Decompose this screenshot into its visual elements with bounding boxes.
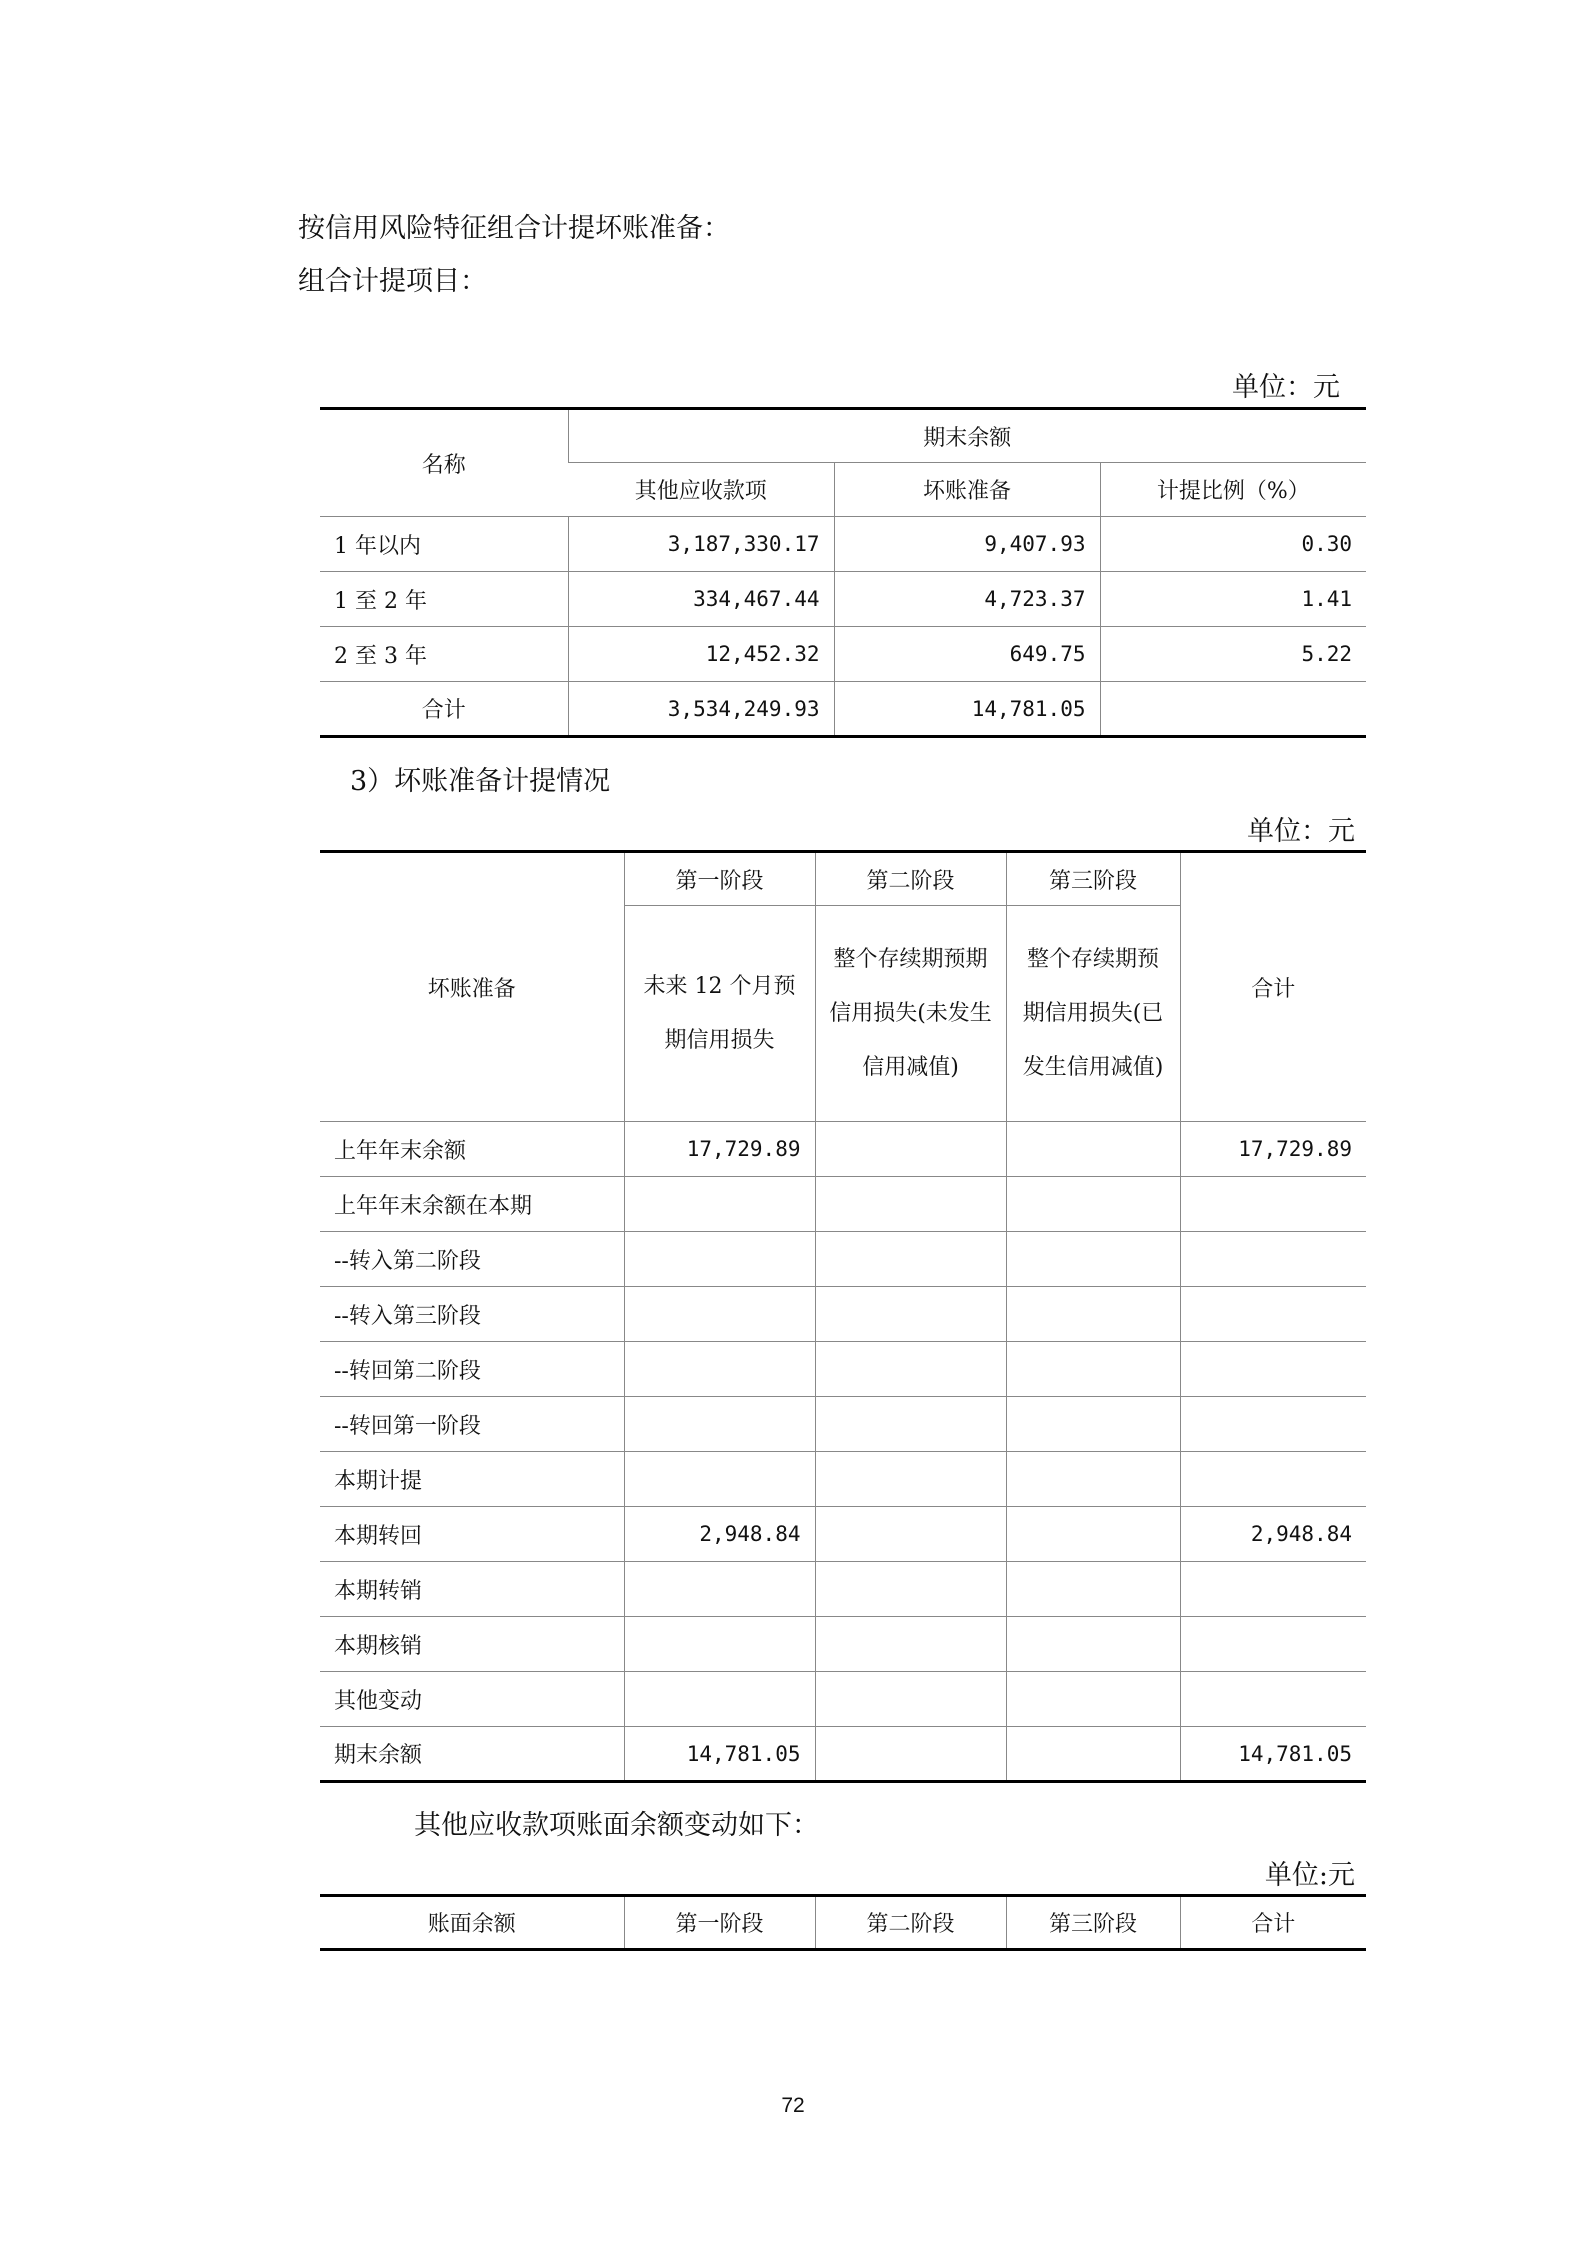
cell-value	[1180, 1397, 1366, 1452]
header-bad-debt-provision: 坏账准备	[834, 463, 1100, 517]
cell-value: 17,729.89	[624, 1122, 815, 1177]
cell-value	[624, 1617, 815, 1672]
unit-label: 单位：元	[1232, 372, 1340, 403]
header-carrying-balance: 账面余额	[427, 1912, 516, 1937]
cell-value	[1006, 1727, 1180, 1782]
header-stage-3: 第三阶段	[1006, 1896, 1180, 1950]
table-row	[320, 1342, 1366, 1397]
cell-value	[815, 1562, 1006, 1617]
cell-value	[1180, 1617, 1366, 1672]
header-stage-1: 第一阶段	[624, 852, 815, 906]
cell-value	[624, 1287, 815, 1342]
table-row-total	[320, 682, 1366, 737]
cell-value: 2,948.84	[1180, 1507, 1366, 1562]
row-label: 其他变动	[320, 1672, 624, 1727]
cell-value	[624, 1672, 815, 1727]
cell-value	[1100, 682, 1366, 737]
cell-value	[624, 1452, 815, 1507]
cell-value	[1180, 1177, 1366, 1232]
cell-value	[1006, 1562, 1180, 1617]
unit-label: 单位：元	[1247, 816, 1355, 847]
cell-value	[1006, 1617, 1180, 1672]
row-label: 上年年末余额在本期	[320, 1177, 624, 1232]
table-row	[320, 627, 1366, 682]
cell-value	[815, 1727, 1006, 1782]
table-row	[320, 1617, 1366, 1672]
row-label: --转入第二阶段	[320, 1232, 624, 1287]
header-stage-2-desc: 整个存续期预期信用损失(未发生信用减值)	[815, 906, 1006, 1122]
cell-value	[815, 1507, 1006, 1562]
table-row	[320, 1507, 1366, 1562]
carrying-balance-table	[320, 1894, 1366, 1951]
cell-value	[1006, 1287, 1180, 1342]
subsection-heading: 组合计提项目：	[298, 266, 487, 297]
row-label: 上年年末余额	[320, 1122, 624, 1177]
header-stage-3-desc: 整个存续期预期信用损失(已发生信用减值)	[1006, 906, 1180, 1122]
header-stage-1: 第一阶段	[624, 1896, 815, 1950]
cell-value: 1.41	[1100, 572, 1366, 627]
cell-value	[1006, 1397, 1180, 1452]
table-row-total	[320, 1727, 1366, 1782]
cell-value	[1006, 1507, 1180, 1562]
cell-value	[815, 1287, 1006, 1342]
row-label: 合计	[421, 698, 466, 723]
table-row	[320, 1452, 1366, 1507]
section-heading: 3）坏账准备计提情况	[350, 766, 611, 797]
table-row	[320, 1232, 1366, 1287]
table-row	[320, 1287, 1366, 1342]
cell-value	[1180, 1452, 1366, 1507]
cell-value	[1006, 1672, 1180, 1727]
table-row	[320, 1672, 1366, 1727]
row-label: --转入第三阶段	[320, 1287, 624, 1342]
cell-value: 9,407.93	[834, 517, 1100, 572]
cell-value	[815, 1397, 1006, 1452]
cell-value: 14,781.05	[834, 682, 1100, 737]
row-label: 期末余额	[334, 1743, 423, 1768]
cell-value	[624, 1342, 815, 1397]
cell-value: 4,723.37	[834, 572, 1100, 627]
cell-value	[1006, 1452, 1180, 1507]
row-label: 本期转销	[320, 1562, 624, 1617]
cell-value	[815, 1617, 1006, 1672]
cell-value	[1006, 1122, 1180, 1177]
row-label: 本期转回	[320, 1507, 624, 1562]
bad-debt-provision-table	[320, 850, 1366, 1783]
header-total: 合计	[1180, 852, 1366, 1122]
cell-value: 5.22	[1100, 627, 1366, 682]
cell-value	[1006, 1177, 1180, 1232]
cell-value: 334,467.44	[568, 572, 834, 627]
cell-value: 3,534,249.93	[568, 682, 834, 737]
cell-value	[815, 1122, 1006, 1177]
header-stage-2: 第二阶段	[815, 852, 1006, 906]
header-total: 合计	[1180, 1896, 1366, 1950]
cell-value: 17,729.89	[1180, 1122, 1366, 1177]
table-row	[320, 1562, 1366, 1617]
section-heading: 其他应收款项账面余额变动如下：	[414, 1810, 819, 1841]
cell-value	[1180, 1287, 1366, 1342]
cell-value: 2,948.84	[624, 1507, 815, 1562]
row-label: --转回第二阶段	[320, 1342, 624, 1397]
row-label: 1 年以内	[320, 517, 568, 572]
header-bad-debt: 坏账准备	[320, 852, 624, 1122]
header-stage-3: 第三阶段	[1006, 852, 1180, 906]
cell-value	[624, 1177, 815, 1232]
cell-value	[624, 1562, 815, 1617]
cell-value: 3,187,330.17	[568, 517, 834, 572]
row-label: 1 至 2 年	[320, 572, 568, 627]
cell-value	[815, 1342, 1006, 1397]
aging-provision-table	[320, 407, 1366, 738]
cell-value: 649.75	[834, 627, 1100, 682]
table-row	[320, 1397, 1366, 1452]
section-heading: 按信用风险特征组合计提坏账准备：	[298, 213, 730, 244]
cell-value	[624, 1232, 815, 1287]
page-number: 72	[781, 2094, 805, 2117]
cell-value	[1006, 1232, 1180, 1287]
cell-value	[815, 1177, 1006, 1232]
row-label: 2 至 3 年	[320, 627, 568, 682]
cell-value	[1180, 1562, 1366, 1617]
table-row	[320, 1122, 1366, 1177]
header-name: 名称	[320, 409, 568, 517]
cell-value: 14,781.05	[1180, 1727, 1366, 1782]
cell-value	[815, 1672, 1006, 1727]
cell-value	[1006, 1342, 1180, 1397]
row-label: --转回第一阶段	[320, 1397, 624, 1452]
cell-value: 0.30	[1100, 517, 1366, 572]
cell-value	[815, 1232, 1006, 1287]
header-stage-1-desc: 未来 12 个月预期信用损失	[624, 906, 815, 1122]
table-row	[320, 572, 1366, 627]
cell-value	[815, 1452, 1006, 1507]
header-stage-2: 第二阶段	[815, 1896, 1006, 1950]
table-row	[320, 1177, 1366, 1232]
header-period-end-balance: 期末余额	[568, 409, 1366, 463]
cell-value	[1180, 1342, 1366, 1397]
header-provision-ratio: 计提比例（%）	[1100, 463, 1366, 517]
unit-label: 单位:元	[1264, 1860, 1355, 1891]
header-other-receivables: 其他应收款项	[568, 463, 834, 517]
cell-value	[1180, 1672, 1366, 1727]
cell-value: 14,781.05	[624, 1727, 815, 1782]
cell-value	[624, 1397, 815, 1452]
cell-value	[1180, 1232, 1366, 1287]
cell-value: 12,452.32	[568, 627, 834, 682]
table-row	[320, 517, 1366, 572]
row-label: 本期核销	[320, 1617, 624, 1672]
row-label: 本期计提	[320, 1452, 624, 1507]
